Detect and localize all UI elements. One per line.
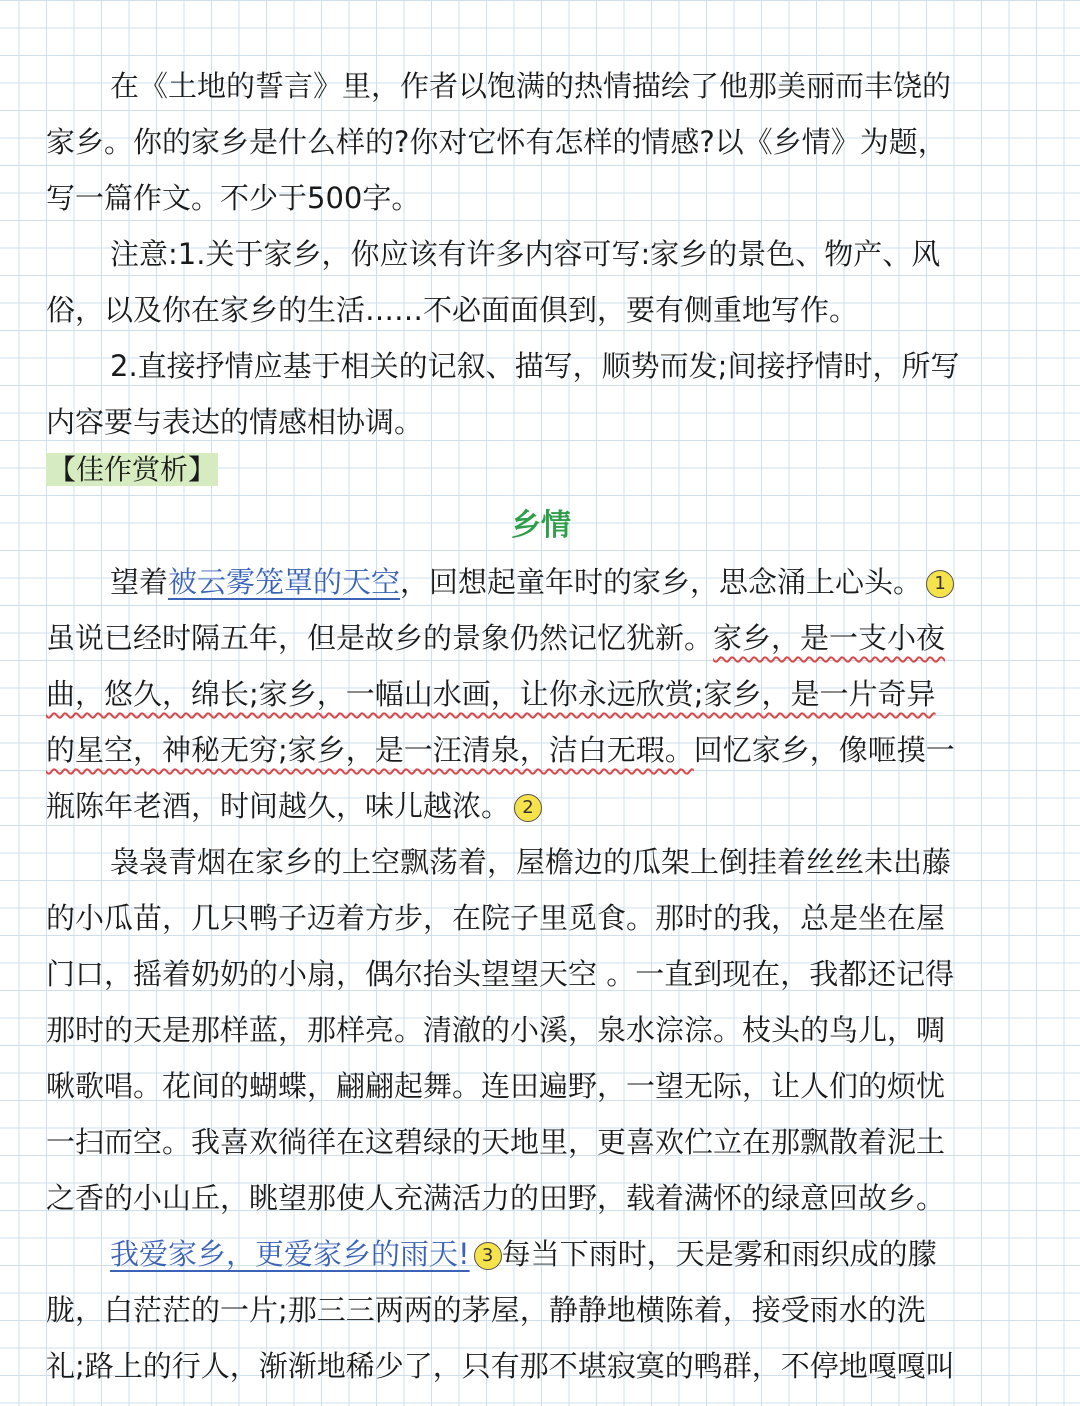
text-span: ，回想起童年时的家乡，思念涌上心头。 — [400, 565, 923, 599]
essay-line: 的小瓜苗，几只鸭子迈着方步，在院子里觅食。那时的我，总是坐在屋 — [46, 901, 946, 935]
section-label — [46, 442, 1036, 498]
underlined-phrase: 被云雾笼罩的天空 — [168, 565, 401, 599]
prompt-line: 家乡。你的家乡是什么样的?你对它怀有怎样的情感?以《乡情》为题， — [46, 125, 947, 159]
essay-line — [46, 1226, 1080, 1282]
essay-line: 之香的小山丘，眺望那使人充满活力的田野，载着满怀的绿意回故乡。 — [46, 1181, 946, 1215]
annotation-marker-3: 3 — [474, 1242, 502, 1270]
essay-line: 那时的天是那样蓝，那样亮。清澈的小溪，泉水淙淙。枝头的鸟儿，啁 — [46, 1013, 946, 1047]
essay-line: 一扫而空。我喜欢徜徉在这碧绿的天地里，更喜欢伫立在那飘散着泥土 — [46, 1125, 946, 1159]
essay-line: 门口，摇着奶奶的小扇，偶尔抬头望望天空 。一直到现在，我都还记得 — [46, 957, 955, 991]
essay-page — [46, 0, 1036, 1406]
text-span: 回忆家乡，像咂摸一 — [693, 733, 955, 767]
prompt-note-line: 俗，以及你在家乡的生活……不必面面俱到，要有侧重地写作。 — [46, 293, 859, 327]
prompt-line: 在《土地的誓言》里，作者以饱满的热情描绘了他那美丽而丰饶的 — [110, 69, 952, 103]
prompt-note-line: 内容要与表达的情感相协调。 — [46, 405, 424, 439]
essay-line — [46, 722, 1036, 778]
essay-line: 啾歌唱。花间的蝴蝶，翩翩起舞。连田遍野，一望无际，让人们的烦忧 — [46, 1069, 946, 1103]
essay-line: 袅袅青烟在家乡的上空飘荡着，屋檐边的瓜架上倒挂着丝丝未出藤 — [110, 845, 952, 879]
wavy-underlined-phrase: 曲，悠久，绵长;家乡，一幅山水画，让你永远欣赏;家乡，是一片奇异 — [46, 677, 936, 711]
prompt-note-line: 2.直接抒情应基于相关的记叙、描写，顺势而发;间接抒情时，所写 — [110, 349, 960, 383]
wavy-underlined-phrase: 家乡，是一支小夜 — [713, 621, 946, 655]
text-span: 每当下雨时，天是雾和雨织成的朦 — [501, 1237, 937, 1271]
essay-title: 乡情 — [511, 508, 571, 543]
essay-line — [46, 778, 1036, 834]
section-label-text: 【佳作赏析】 — [48, 453, 217, 486]
annotation-marker-2: 2 — [514, 794, 542, 822]
text-span: 瓶陈年老酒，时间越久，味儿越浓。 — [46, 789, 511, 823]
prompt-note-line: 注意:1.关于家乡，你应该有许多内容可写:家乡的景色、物产、风 — [110, 237, 941, 271]
wavy-underlined-phrase: 的星空，神秘无穷;家乡，是一汪清泉，洁白无瑕。 — [46, 733, 694, 767]
essay-line: 胧，白茫茫的一片;那三三两两的茅屋，静静地横陈着，接受雨水的洗 — [46, 1293, 926, 1327]
essay-line — [46, 666, 1036, 722]
text-span: 虽说已经时隔五年，但是故乡的景象仍然记忆犹新。 — [46, 621, 714, 655]
essay-line — [46, 610, 1036, 666]
annotation-marker-1: 1 — [926, 570, 954, 598]
text-span: 望着 — [110, 565, 169, 599]
underlined-phrase: 我爱家乡，更爱家乡的雨天! — [110, 1237, 470, 1271]
prompt-line: 写一篇作文。不少于500字。 — [46, 181, 421, 215]
essay-line — [46, 554, 1080, 610]
essay-line: 礼;路上的行人，渐渐地稀少了，只有那不堪寂寞的鸭群，不停地嘎嘎叫 — [46, 1349, 955, 1383]
